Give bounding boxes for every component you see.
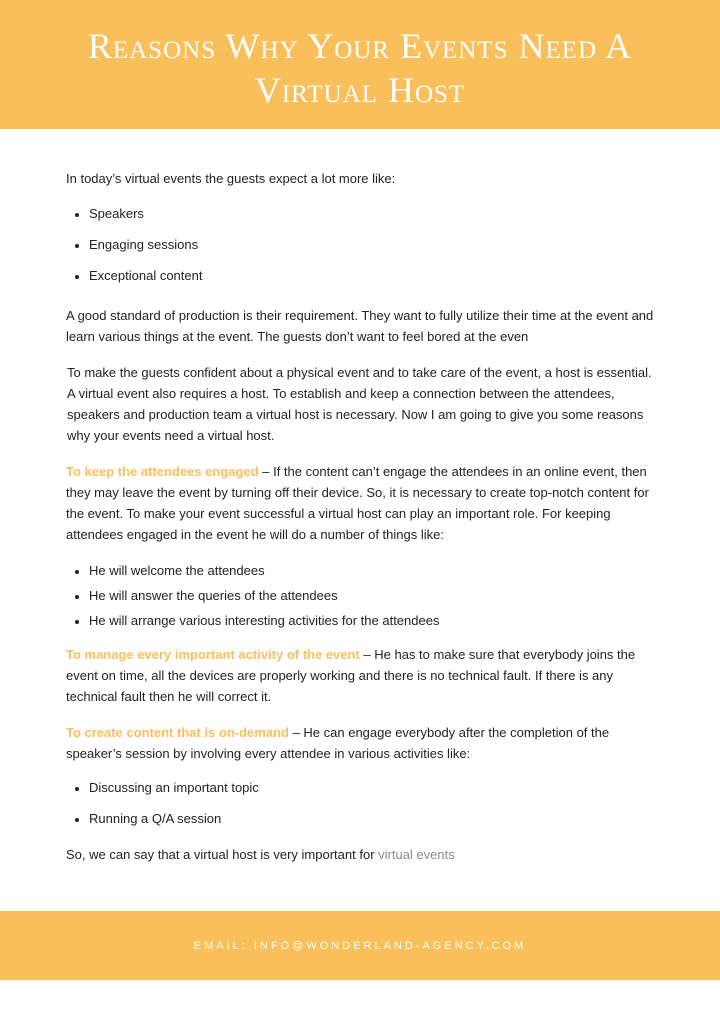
section-manage-heading: To manage every important activity of the event <box>66 647 360 662</box>
section-engaged-heading: To keep the attendees engaged <box>66 464 259 479</box>
on-demand-list <box>66 780 259 842</box>
footer-email[interactable]: EMAIL: INFO@WONDERLAND-AGENCY.COM <box>193 940 527 952</box>
section-on-demand-text: – He can engage everybody after the completion of the speaker’s session by involving every attendee in various activities like: <box>66 725 610 761</box>
expectations-list <box>66 206 202 299</box>
title-line-1: Reasons Why Your Events Need A <box>87 26 633 66</box>
production-paragraph: A good standard of production is their requirement. They want to fully utilize their time at the event and learn various things at the event. The guests don’t want to feel bored at the even <box>66 308 654 344</box>
section-manage-text: – He has to make sure that everybody joins the event on time, all the devices are properly working and there is no technical fault. If there is any technical fault then he will correct it. <box>66 647 636 704</box>
conclusion-text: So, we can say that a virtual host is very important for <box>66 847 379 862</box>
host-paragraph: To make the guests confident about a physical event and to take care of the event, a host is essential. A virtual event also requires a host. To establish and keep a connection between the attendees, speakers and production team a virtual host is necessary. Now I am going to give you some reasons why your events need a virtual host. <box>67 365 652 443</box>
list-item: Speakers <box>66 206 202 237</box>
footer-banner <box>0 911 720 980</box>
section-on-demand-heading: To create content that is on-demand <box>66 725 289 740</box>
conclusion <box>66 844 656 865</box>
list-item: Running a Q/A session <box>66 811 259 842</box>
header-banner <box>0 0 720 129</box>
engaged-list <box>66 563 439 638</box>
section-engaged <box>66 461 656 545</box>
section-engaged-text: – If the content can’t engage the attendees in an online event, then they may leave the event by turning off their device. So, it is necessary to create top-notch content for the event. To make your event successful a virtual host can play an important role. For keeping attendees engaged in the event he will do a number of things like: <box>66 464 649 542</box>
list-item: He will arrange various interesting activities for the attendees <box>66 613 439 638</box>
list-item: Exceptional content <box>66 268 202 299</box>
list-item: Engaging sessions <box>66 237 202 268</box>
list-item: He will answer the queries of the attendees <box>66 588 439 613</box>
section-manage <box>66 644 656 707</box>
section-on-demand <box>66 722 656 764</box>
intro-text: In today’s virtual events the guests expect a lot more like: <box>66 171 396 186</box>
list-item: Discussing an important topic <box>66 780 259 811</box>
list-item: He will welcome the attendees <box>66 563 439 588</box>
virtual-events-link[interactable]: virtual events <box>378 847 455 862</box>
page-title <box>0 24 720 112</box>
title-line-2: Virtual Host <box>254 70 466 110</box>
